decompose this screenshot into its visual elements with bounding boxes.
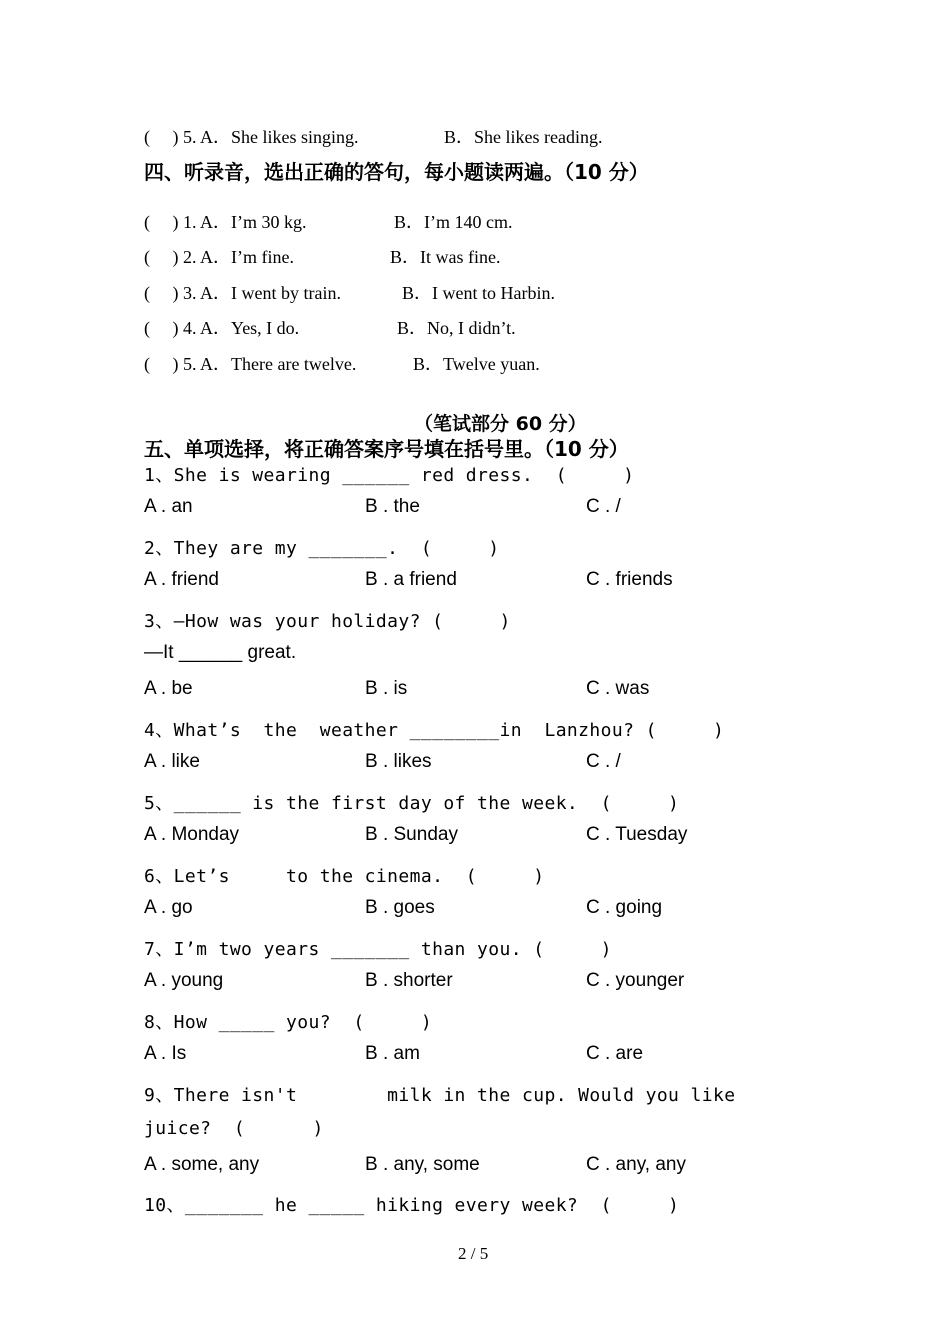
section4-item-4-a: ( ) 4. A．Yes, I do. [144,318,300,338]
q7-option-c: C . younger [586,970,685,991]
question-8: 8、How _____ you? ( ) [144,1012,433,1033]
q9-option-a: A . some, any [144,1154,260,1175]
top-question-option-a: ( ) 5. A．She likes singing. [144,127,359,147]
q2-option-a: A . friend [144,569,219,590]
q3-option-c: C . was [586,678,650,699]
q7-option-a: A . young [144,970,224,991]
section4-item-1-b: B．I’m 140 cm. [394,212,513,232]
q7-option-b: B . shorter [365,970,453,991]
question-7: 7、I’m two years _______ than you. ( ) [144,939,612,960]
question-4: 4、What’s the weather ________in Lanzhou? ( ) [144,720,725,741]
q1-option-c: C . / [586,496,621,517]
q5-option-b: B . Sunday [365,824,458,845]
q2-option-c: C . friends [586,569,673,590]
question-2: 2、They are my _______. ( ) [144,538,500,559]
section4-title: 四、听录音，选出正确的答句，每小题读两遍。（10 分） [144,160,649,184]
q9-option-b: B . any, some [365,1154,480,1175]
q5-option-c: C . Tuesday [586,824,688,845]
section4-item-5-b: B．Twelve yuan. [413,354,540,374]
q6-option-c: C . going [586,897,663,918]
q6-option-b: B . goes [365,897,435,918]
q6-option-a: A . go [144,897,193,918]
question-9-line-2: juice? ( ) [144,1118,324,1139]
question-1: 1、She is wearing ______ red dress. ( ) [144,465,635,486]
q3-option-a: A . be [144,678,193,699]
q9-option-c: C . any, any [586,1154,686,1175]
q4-option-b: B . likes [365,751,432,772]
section4-item-4-b: B．No, I didn’t. [397,318,516,338]
question-5: 5、______ is the first day of the week. ( ) [144,793,680,814]
question-10: 10、_______ he _____ hiking every week? ( ) [144,1195,680,1216]
q2-option-b: B . a friend [365,569,457,590]
section4-item-5-a: ( ) 5. A．There are twelve. [144,354,357,374]
section4-item-1-a: ( ) 1. A．I’m 30 kg. [144,212,307,232]
q8-option-a: A . Is [144,1043,187,1064]
question-6: 6、Let’s to the cinema. ( ) [144,866,545,887]
q4-option-a: A . like [144,751,200,772]
page-number: 2 / 5 [458,1244,489,1263]
q5-option-a: A . Monday [144,824,240,845]
q1-option-b: B . the [365,496,420,517]
question-3-line-2: —It ______ great. [144,642,297,663]
q8-option-b: B . am [365,1043,420,1064]
q4-option-c: C . / [586,751,621,772]
section5-title: 五、单项选择，将正确答案序号填在括号里。（10 分） [144,437,629,461]
question-9: 9、There isn't milk in the cup. Would you like [144,1085,736,1106]
section4-item-3-b: B．I went to Harbin. [402,283,555,303]
q8-option-c: C . are [586,1043,644,1064]
section4-item-3-a: ( ) 3. A．I went by train. [144,283,341,303]
q3-option-b: B . is [365,678,408,699]
top-question-option-b: B．She likes reading. [444,127,603,147]
written-part-heading: （笔试部分 60 分） [414,413,587,435]
section4-item-2-b: B．It was fine. [390,247,501,267]
question-3: 3、—How was your holiday? ( ) [144,611,511,632]
section4-item-2-a: ( ) 2. A．I’m fine. [144,247,294,267]
q1-option-a: A . an [144,496,193,517]
